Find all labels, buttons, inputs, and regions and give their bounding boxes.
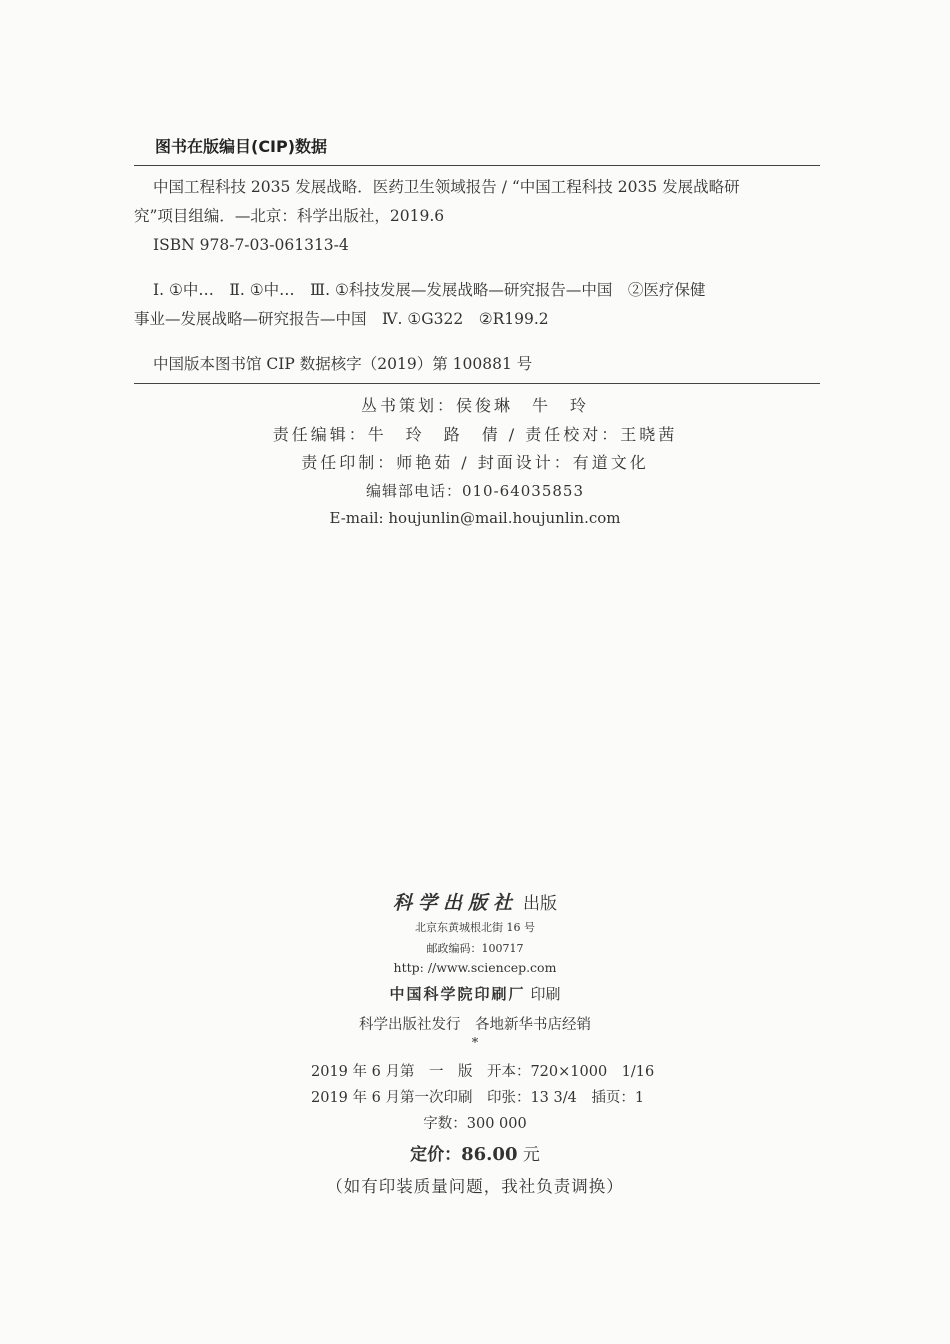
editorial-email: E-mail: houjunlin@mail.houjunlin.com bbox=[329, 509, 621, 527]
cip-entry-line1: 中国工程科技 2035 发展战略．医药卫生领域报告 / “中国工程科技 2035 发展战略研 bbox=[153, 178, 740, 196]
isbn: ISBN 978-7-03-061313-4 bbox=[153, 236, 349, 254]
publisher-postcode: 邮政编码：100717 bbox=[426, 942, 524, 955]
printer-action: 印刷 bbox=[530, 985, 561, 1003]
cip-heading: 图书在版编目(CIP)数据 bbox=[155, 137, 328, 156]
series-planner: 丛书策划：侯俊琳 牛 玲 bbox=[360, 396, 589, 415]
bottom-rule bbox=[134, 383, 820, 384]
cip-entry bbox=[134, 173, 820, 260]
printer-line bbox=[0, 983, 950, 1004]
catalog-number: 中国版本图书馆 CIP 数据核字（2019）第 100881 号 bbox=[153, 355, 533, 373]
publisher-name: 科学出版社 bbox=[392, 892, 518, 914]
printing-and-design: 责任印制：师艳茹 / 封面设计：有道文化 bbox=[301, 453, 649, 472]
cip-entry-line2: 究”项目组编．—北京：科学出版社，2019.6 bbox=[134, 207, 445, 225]
price-value: 86.00 bbox=[461, 1144, 518, 1165]
responsible-editors: 责任编辑：牛 玲 路 倩 / 责任校对：王晓茜 bbox=[272, 425, 678, 444]
publisher-action: 出版 bbox=[523, 894, 558, 914]
subject-line2: 事业—发展战略—研究报告—中国 Ⅳ. ①G322 ②R199.2 bbox=[134, 310, 549, 328]
price-line bbox=[0, 1140, 950, 1165]
subject-headings bbox=[134, 276, 820, 334]
price-unit: 元 bbox=[522, 1145, 540, 1165]
publisher-website: http: //www.sciencep.com bbox=[393, 960, 557, 975]
catalog-number-block bbox=[134, 350, 820, 379]
edition-line2: 2019 年 6 月第一次印刷 印张：13 3/4 插页：1 bbox=[311, 1090, 645, 1106]
top-rule bbox=[134, 165, 820, 166]
distribution: 科学出版社发行 各地新华书店经销 bbox=[359, 1017, 591, 1033]
subject-line1: Ⅰ. ①中… Ⅱ. ①中… Ⅲ. ①科技发展—发展战略—研究报告—中国 ②医疗保健 bbox=[153, 281, 706, 299]
edition-line1: 2019 年 6 月第 一 版 开本：720×1000 1/16 bbox=[311, 1064, 655, 1080]
editorial-phone: 编辑部电话：010-64035853 bbox=[365, 482, 585, 500]
quality-notice: （如有印装质量问题，我社负责调换） bbox=[326, 1177, 624, 1196]
publisher-line bbox=[0, 888, 950, 915]
word-count: 字数：300 000 bbox=[423, 1116, 527, 1132]
separator-asterisk: * bbox=[471, 1036, 479, 1051]
price-label: 定价： bbox=[410, 1145, 462, 1165]
publisher-address: 北京东黄城根北街 16 号 bbox=[415, 921, 535, 934]
printer-name: 中国科学院印刷厂 bbox=[389, 985, 526, 1003]
